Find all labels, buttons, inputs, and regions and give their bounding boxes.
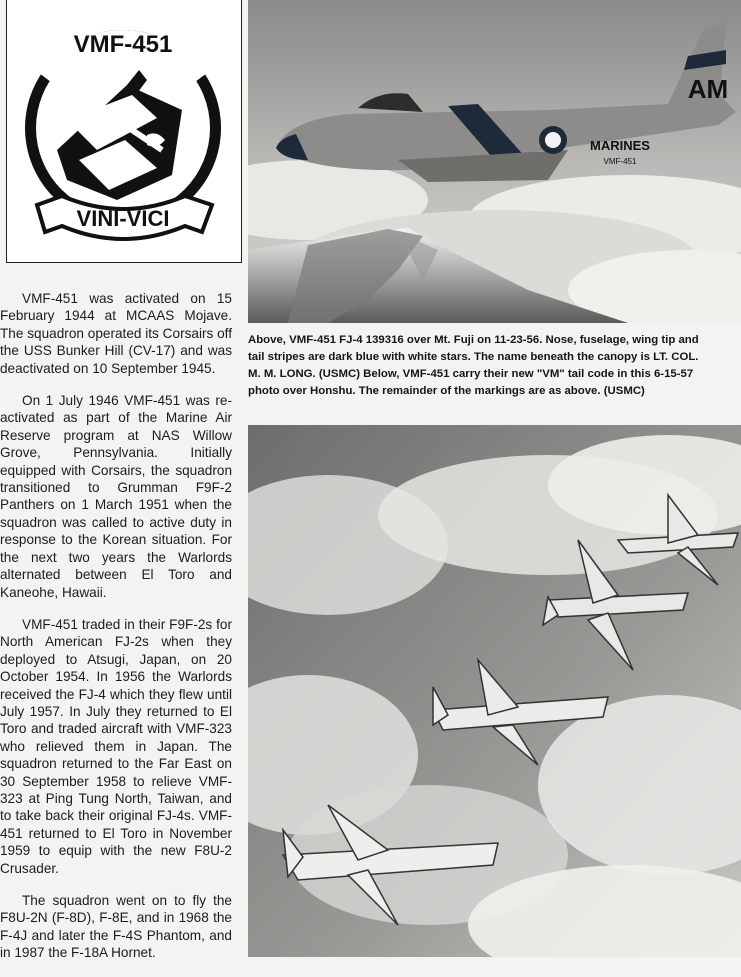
fuselage-serial-text: VMF-451: [603, 157, 637, 166]
paragraph: The squadron went on to fly the F8U-2N (F-8D), F-8E, and in 1968 the F-4J and later the F-4S Phantom, and in 1987 the F-18A Hornet.: [0, 893, 232, 961]
photo-caption: [248, 332, 741, 400]
tail-code-text: AM: [687, 74, 729, 104]
caption-line: M. M. LONG. (USMC) Below, VMF-451 carry their new "VM" tail code in this 6-15-57: [248, 368, 694, 380]
fuselage-marines-text: MARINES: [590, 138, 650, 153]
insignia-top-text: VMF-451: [73, 31, 173, 58]
paragraph: VMF-451 was activated on 15 February 1944 at MCAAS Mojave. The squadron operated its Corsairs off the USS Bunker Hill (CV-17) and was deactivated on 10 September 1945.: [0, 291, 232, 376]
caption-line: Above, VMF-451 FJ-4 139316 over Mt. Fuji on 11-23-56. Nose, fuselage, wing tip and: [248, 334, 699, 346]
photo-formation-over-honshu: [248, 425, 741, 957]
paragraph: On 1 July 1946 VMF-451 was re-activated as part of the Marine Air Reserve program at NAS Willow Grove, Pennsylvania. Initially equipped with Corsairs, the squadron transitioned to Grumman F9F-2 Panthers on 1 March 1951 when the squadron was called to active duty in response to the Korean situation. For the next two years the Warlords alternated between El Toro and Kaneohe, Hawaii.: [0, 393, 232, 600]
caption-line: tail stripes are dark blue with white stars. The name beneath the canopy is LT. COL.: [248, 351, 699, 363]
squadron-insignia: [7, 0, 243, 263]
squadron-insignia-panel: [6, 0, 242, 263]
insignia-banner-text: VINI-VICI: [76, 206, 170, 231]
caption-line: photo over Honshu. The remainder of the markings are as above. (USMC): [248, 385, 645, 397]
history-text: [0, 290, 232, 977]
paragraph: VMF-451 traded in their F9F-2s for North American FJ-2s when they deployed to Atsugi, Japan, on 20 October 1954. In 1956 the Warlords received the FJ-4 which they flew until July 1957. In July they returned to El Toro and traded aircraft with VMF-323 who relieved them in Japan. The squadron returned to the Far East on 30 September 1958 to relieve VMF-323 at Ping Tung North, Taiwan, and to take back their original FJ-4s. VMF-451 returned to El Toro in November 1959 to equip with the new F8U-2 Crusader.: [0, 616, 232, 876]
photo-fj4-over-fuji: [248, 0, 741, 323]
